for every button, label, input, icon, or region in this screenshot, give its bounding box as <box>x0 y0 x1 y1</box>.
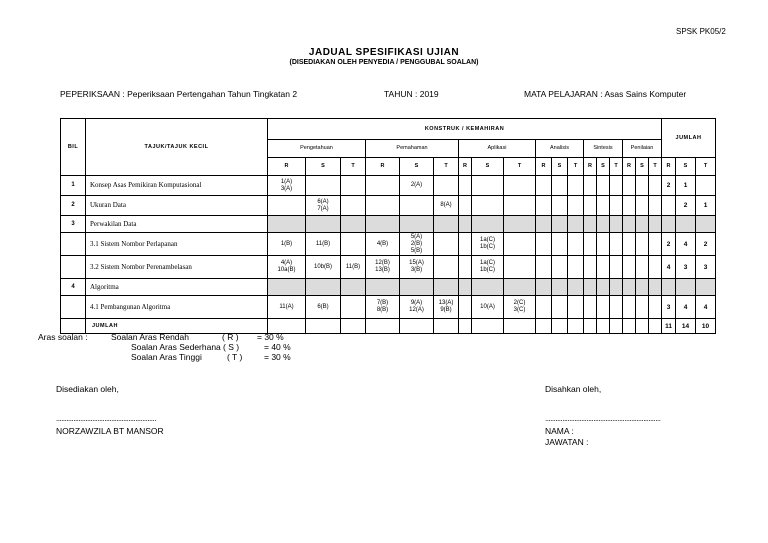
question-cell <box>623 256 636 279</box>
question-cell <box>568 233 584 256</box>
row-total-s: 1 <box>676 176 696 196</box>
question-number: 7(A) <box>317 205 329 212</box>
question-cell <box>459 256 472 279</box>
question-cell <box>268 176 306 196</box>
question-number: 1a(C) <box>479 237 495 243</box>
jumlah-cell <box>434 319 459 334</box>
question-number: 4(B) <box>376 240 389 247</box>
question-cell <box>366 176 400 196</box>
question-number: 9(B) <box>440 307 452 313</box>
question-number: 5(A) <box>410 233 423 240</box>
question-cell <box>568 256 584 279</box>
row-total-r <box>662 196 676 216</box>
question-cell <box>341 216 366 233</box>
question-cell <box>568 296 584 319</box>
jumlah-cell <box>597 319 610 334</box>
question-cell <box>610 176 623 196</box>
approver-post: JAWATAN : <box>545 437 589 447</box>
question-cell <box>341 196 366 216</box>
row-bil: 1 <box>61 176 86 196</box>
question-cell <box>623 296 636 319</box>
question-cell <box>400 216 434 233</box>
row-bil <box>61 256 86 279</box>
aras-name: Soalan Aras Tinggi <box>131 352 202 362</box>
question-number: 7(B) <box>376 300 389 306</box>
level-s-label: S <box>676 158 696 176</box>
jumlah-cell <box>341 319 366 334</box>
question-number: 13(A) <box>438 300 454 306</box>
question-cell <box>434 196 459 216</box>
question-cell <box>552 279 568 296</box>
question-cell <box>636 176 649 196</box>
row-topic: Perwakilan Data <box>86 216 268 233</box>
aras-value: = 40 % <box>264 342 291 352</box>
question-cell <box>434 233 459 256</box>
jumlah-cell <box>306 319 341 334</box>
aras-value: = 30 % <box>264 352 291 362</box>
table-row <box>61 256 716 279</box>
question-cell <box>623 233 636 256</box>
question-cell <box>400 196 434 216</box>
question-cell <box>552 216 568 233</box>
question-cell <box>597 176 610 196</box>
question-number: 1(B) <box>280 240 293 247</box>
row-bil: 3 <box>61 216 86 233</box>
construct-pengetahuan: Pengetahuan <box>268 140 366 158</box>
question-cell <box>366 279 400 296</box>
question-cell <box>459 296 472 319</box>
question-cell <box>459 176 472 196</box>
row-bil <box>61 233 86 256</box>
question-cell <box>597 296 610 319</box>
construct-header: KONSTRUK / KEMAHIRAN <box>268 119 662 140</box>
question-cell <box>610 279 623 296</box>
question-number: 1b(C) <box>479 267 495 273</box>
question-cell <box>268 279 306 296</box>
question-cell <box>306 279 341 296</box>
jumlah-cell <box>459 319 472 334</box>
grand-total-r: 11 <box>662 319 676 334</box>
question-cell <box>434 176 459 196</box>
level-r-label: R <box>584 158 597 176</box>
question-cell <box>434 279 459 296</box>
question-cell <box>366 296 400 319</box>
table-row <box>61 279 716 296</box>
specification-table <box>60 118 716 334</box>
question-cell <box>536 196 552 216</box>
question-cell <box>597 279 610 296</box>
row-topic: Algoritma <box>86 279 268 296</box>
level-t-label: T <box>504 158 536 176</box>
question-cell <box>459 279 472 296</box>
signature-line-left: .......................................................... <box>56 414 156 423</box>
question-cell <box>568 196 584 216</box>
question-cell <box>434 296 459 319</box>
row-topic: 3.1 Sistem Nombor Perlapanan <box>86 233 268 256</box>
year-info: TAHUN : 2019 <box>384 89 439 99</box>
row-topic: Konsep Asas Pemikiran Komputasional <box>86 176 268 196</box>
question-number: 5(B) <box>410 247 423 254</box>
question-number: 1b(C) <box>479 244 495 250</box>
question-cell <box>584 176 597 196</box>
row-bil <box>61 296 86 319</box>
preparer-name: NORZAWZILA BT MANSOR <box>56 426 164 436</box>
question-cell <box>366 216 400 233</box>
question-cell <box>472 256 504 279</box>
aras-label: Aras soalan : <box>38 332 88 342</box>
question-cell <box>268 256 306 279</box>
jumlah-cell <box>552 319 568 334</box>
level-t-label: T <box>649 158 662 176</box>
jumlah-cell <box>472 319 504 334</box>
question-cell <box>536 216 552 233</box>
question-cell <box>552 176 568 196</box>
question-cell <box>400 256 434 279</box>
aras-code: ( T ) <box>227 352 243 362</box>
row-total-t: 2 <box>696 233 716 256</box>
level-s-label: S <box>552 158 568 176</box>
level-s-label: S <box>636 158 649 176</box>
question-number: 8(B) <box>376 307 389 313</box>
question-cell <box>552 196 568 216</box>
question-cell <box>636 216 649 233</box>
row-total-s: 2 <box>676 196 696 216</box>
question-cell <box>306 296 341 319</box>
question-number: 15(A) <box>409 260 424 266</box>
row-topic: 4.1 Pembangunan Algoritma <box>86 296 268 319</box>
row-total-s <box>676 216 696 233</box>
question-cell <box>636 196 649 216</box>
question-cell <box>610 233 623 256</box>
construct-aplikasi: Aplikasi <box>459 140 536 158</box>
question-number: 9(A) <box>410 300 423 306</box>
question-cell <box>649 279 662 296</box>
question-cell <box>623 279 636 296</box>
question-cell <box>623 216 636 233</box>
construct-sintesis: Sintesis <box>584 140 623 158</box>
question-cell <box>472 279 504 296</box>
row-bil: 4 <box>61 279 86 296</box>
question-cell <box>568 279 584 296</box>
question-cell <box>341 256 366 279</box>
question-cell <box>306 256 341 279</box>
question-cell <box>306 176 341 196</box>
question-cell <box>472 296 504 319</box>
question-cell <box>341 176 366 196</box>
question-number: 3(B) <box>410 267 423 273</box>
row-total-r: 4 <box>662 256 676 279</box>
question-cell <box>459 216 472 233</box>
jumlah-cell <box>636 319 649 334</box>
level-s-label: S <box>400 158 434 176</box>
level-t-label: T <box>341 158 366 176</box>
table-row <box>61 196 716 216</box>
level-t-label: T <box>610 158 623 176</box>
question-cell <box>623 196 636 216</box>
row-total-s <box>676 279 696 296</box>
aras-code: ( R ) <box>222 332 239 342</box>
question-cell <box>610 196 623 216</box>
level-r-label: R <box>268 158 306 176</box>
question-cell <box>268 196 306 216</box>
row-bil: 2 <box>61 196 86 216</box>
table-row <box>61 176 716 196</box>
table-row <box>61 233 716 256</box>
question-cell <box>306 216 341 233</box>
question-number: 2(A) <box>410 182 423 188</box>
question-number: 13(B) <box>375 267 390 273</box>
row-total-r <box>662 216 676 233</box>
jumlah-cell <box>504 319 536 334</box>
jumlah-cell <box>623 319 636 334</box>
question-number: 10b(B) <box>313 263 332 270</box>
question-number: 4(A) <box>280 260 293 266</box>
question-cell <box>400 176 434 196</box>
row-total-s: 4 <box>676 296 696 319</box>
question-cell <box>636 233 649 256</box>
question-cell <box>400 296 434 319</box>
question-number: 12(A) <box>409 307 424 313</box>
question-cell <box>649 256 662 279</box>
row-total-r: 2 <box>662 176 676 196</box>
total-header: JUMLAH <box>662 119 716 158</box>
aras-code: ( S ) <box>223 342 240 352</box>
question-cell <box>434 256 459 279</box>
approved-by-label: Disahkan oleh, <box>545 384 602 394</box>
question-number: 11(B) <box>345 263 361 270</box>
row-total-r: 2 <box>662 233 676 256</box>
approver-name: NAMA : <box>545 426 574 436</box>
question-cell <box>341 296 366 319</box>
level-t-label: T <box>568 158 584 176</box>
row-total-r: 3 <box>662 296 676 319</box>
question-cell <box>434 216 459 233</box>
construct-penilaian: Penilaian <box>623 140 662 158</box>
document-title: JADUAL SPESIFIKASI UJIAN <box>308 47 460 58</box>
level-s-label: S <box>472 158 504 176</box>
jumlah-label: JUMLAH <box>86 319 268 334</box>
question-number: 1(A) <box>280 178 293 185</box>
question-cell <box>341 233 366 256</box>
question-cell <box>400 279 434 296</box>
row-total-t <box>696 176 716 196</box>
question-number: 2(C) <box>513 300 526 306</box>
row-total-t: 3 <box>696 256 716 279</box>
question-cell <box>472 216 504 233</box>
document-subtitle: (DISEDIAKAN OLEH PENYEDIA / PENGGUBAL SOALAN) <box>289 59 479 66</box>
table-row <box>61 216 716 233</box>
subject-info: MATA PELAJARAN : Asas Sains Komputer <box>524 89 687 99</box>
question-cell <box>649 196 662 216</box>
question-cell <box>649 176 662 196</box>
question-cell <box>597 233 610 256</box>
table-row <box>61 296 716 319</box>
question-cell <box>472 233 504 256</box>
question-cell <box>504 196 536 216</box>
question-cell <box>552 256 568 279</box>
question-cell <box>459 196 472 216</box>
question-cell <box>610 216 623 233</box>
question-cell <box>536 279 552 296</box>
signature-line-right: ................................................................... <box>545 414 661 423</box>
jumlah-cell <box>584 319 597 334</box>
level-r-label: R <box>459 158 472 176</box>
question-number: 10a(B) <box>277 267 296 273</box>
prepared-by-label: Disediakan oleh, <box>56 384 119 394</box>
form-code: SPSK PK05/2 <box>676 27 726 36</box>
question-cell <box>268 233 306 256</box>
level-s-label: S <box>306 158 341 176</box>
question-cell <box>584 233 597 256</box>
jumlah-cell <box>568 319 584 334</box>
level-s-label: S <box>597 158 610 176</box>
topic-header: TAJUK/TAJUK KECIL <box>86 119 268 176</box>
jumlah-cell <box>366 319 400 334</box>
level-t-label: T <box>434 158 459 176</box>
question-cell <box>504 296 536 319</box>
question-cell <box>610 256 623 279</box>
question-cell <box>536 296 552 319</box>
question-cell <box>636 296 649 319</box>
question-cell <box>459 233 472 256</box>
question-cell <box>536 256 552 279</box>
row-total-t: 4 <box>696 296 716 319</box>
question-cell <box>636 279 649 296</box>
question-cell <box>366 196 400 216</box>
jumlah-cell <box>649 319 662 334</box>
question-cell <box>306 196 341 216</box>
question-number: 1a(C) <box>479 260 495 266</box>
question-cell <box>649 233 662 256</box>
question-number: 3(C) <box>513 307 526 313</box>
row-total-s: 3 <box>676 256 696 279</box>
bil-header: BIL <box>61 119 86 176</box>
question-cell <box>568 216 584 233</box>
jumlah-cell <box>536 319 552 334</box>
question-cell <box>504 256 536 279</box>
question-cell <box>584 296 597 319</box>
question-number: 6(B) <box>317 303 329 310</box>
question-cell <box>400 233 434 256</box>
question-cell <box>504 176 536 196</box>
question-cell <box>584 216 597 233</box>
question-number: 11(B) <box>315 240 331 247</box>
question-number: 8(A) <box>440 202 452 208</box>
question-cell <box>584 256 597 279</box>
question-cell <box>504 279 536 296</box>
question-cell <box>306 233 341 256</box>
question-number: 6(A) <box>317 198 329 205</box>
question-number: 3(A) <box>280 185 293 192</box>
question-cell <box>610 296 623 319</box>
level-r-label: R <box>662 158 676 176</box>
question-cell <box>568 176 584 196</box>
question-cell <box>504 216 536 233</box>
construct-analisis: Analisis <box>536 140 584 158</box>
question-cell <box>584 279 597 296</box>
question-cell <box>366 233 400 256</box>
question-number: 10(A) <box>480 303 495 310</box>
row-total-t: 1 <box>696 196 716 216</box>
question-cell <box>341 279 366 296</box>
exam-info: PEPERIKSAAN : Peperiksaan Pertengahan Tahun Tingkatan 2 <box>60 89 298 99</box>
question-cell <box>366 256 400 279</box>
row-total-r <box>662 279 676 296</box>
row-total-t <box>696 216 716 233</box>
level-r-label: R <box>623 158 636 176</box>
question-cell <box>268 216 306 233</box>
row-topic: 3.2 Sistem Nombor Perenambelasan <box>86 256 268 279</box>
row-total-t <box>696 279 716 296</box>
level-r-label: R <box>536 158 552 176</box>
row-total-s: 4 <box>676 233 696 256</box>
question-cell <box>504 233 536 256</box>
level-r-label: R <box>366 158 400 176</box>
jumlah-cell <box>610 319 623 334</box>
question-cell <box>472 176 504 196</box>
level-t-label: T <box>696 158 716 176</box>
grand-total-s: 14 <box>676 319 696 334</box>
question-number: 2(B) <box>410 240 423 247</box>
aras-name: Soalan Aras Sederhana <box>131 342 221 352</box>
question-cell <box>623 176 636 196</box>
question-number: 11(A) <box>279 303 294 310</box>
question-cell <box>536 176 552 196</box>
question-cell <box>597 196 610 216</box>
question-cell <box>268 296 306 319</box>
row-topic: Ukuran Data <box>86 196 268 216</box>
question-cell <box>636 256 649 279</box>
question-cell <box>597 216 610 233</box>
construct-pemahaman: Pemahaman <box>366 140 459 158</box>
question-cell <box>552 233 568 256</box>
question-cell <box>649 296 662 319</box>
question-cell <box>552 296 568 319</box>
jumlah-cell <box>400 319 434 334</box>
question-number: 12(B) <box>375 260 390 266</box>
question-cell <box>597 256 610 279</box>
aras-value: = 30 % <box>257 332 284 342</box>
question-cell <box>472 196 504 216</box>
aras-name: Soalan Aras Rendah <box>111 332 189 342</box>
question-cell <box>649 216 662 233</box>
question-cell <box>536 233 552 256</box>
header-row-construct <box>61 119 716 140</box>
grand-total-t: 10 <box>696 319 716 334</box>
question-cell <box>584 196 597 216</box>
